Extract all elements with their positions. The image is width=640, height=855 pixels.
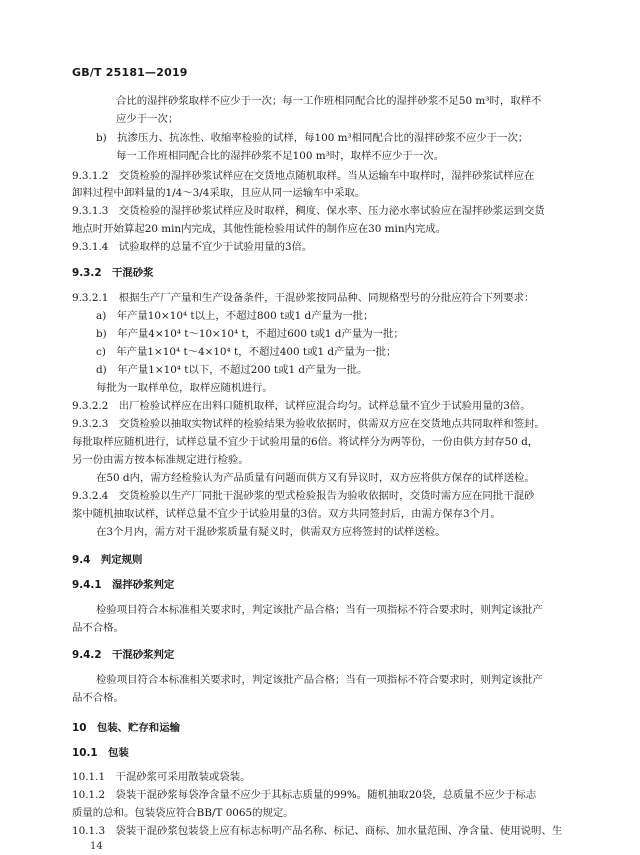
clause-9-3-1-3: 9.3.1.3 交货检验的湿拌砂浆试样应及时取样，稠度、保水率、压力泌水率试验应在湿拌砂浆运到交货 (72, 205, 545, 217)
list-item-c: c) 年产量1×10⁴ t～4×10⁴ t，不超过400 t或1 d产量为一批； (96, 346, 397, 358)
clause-10-1-1: 10.1.1 干混砂浆可采用散装或袋装。 (72, 771, 251, 783)
text-line: 应少于一次； (116, 113, 179, 125)
section-9-4-2-heading: 9.4.2 干混砂浆判定 (72, 649, 175, 661)
clause-9-3-1-4: 9.3.1.4 试验取样的总量不宜少于试验用量的3倍。 (72, 241, 313, 253)
clause-9-3-1-2: 9.3.1.2 交货检验的湿拌砂浆试样应在交货地点随机取样。当从运输车中取样时，湿拌砂浆试样应在 (72, 170, 535, 182)
text-line: 合比的湿拌砂浆取样不应少于一次；每一工作班相同配合比的湿拌砂浆不足50 m³时，取样不 (116, 95, 542, 107)
clause-10-1-2: 10.1.2 袋装干混砂浆每袋净含量不应少于其标志质量的99%。随机抽取20袋，总质量不应少于标志 (72, 789, 537, 801)
text-line: 另一份由需方按本标准规定进行检验。 (72, 454, 249, 466)
section-9-4-heading: 9.4 判定规则 (72, 554, 143, 566)
section-10-heading: 10 包装、贮存和运输 (72, 722, 180, 734)
text-line: 在50 d内，需方经检验认为产品质量有问题而供方又有异议时，双方应将供方保存的试样送检。 (96, 472, 535, 484)
text-line: 浆中随机抽取试样，试样总量不宜少于试验用量的3倍。双方共同签封后，由需方保存3个月。 (72, 508, 501, 520)
text-line: 在3个月内，需方对干混砂浆质量有疑义时，供需双方应将签封的试样送检。 (96, 526, 446, 538)
text-line: 每一工作班相同配合比的湿拌砂浆不足100 m³时，取样不应少于一次。 (116, 150, 445, 162)
list-item-b: b) 年产量4×10⁴ t～10×10⁴ t，不超过600 t或1 d产量为一批； (96, 328, 404, 340)
list-item-b: b) 抗渗压力、抗冻性、收缩率检验的试样，每100 m³相同配合比的湿拌砂浆不应少于一次； (96, 132, 529, 144)
text-line: 检验项目符合本标准相关要求时，判定该批产品合格；当有一项指标不符合要求时，则判定该批产 (96, 674, 543, 686)
text-line: 检验项目符合本标准相关要求时，判定该批产品合格；当有一项指标不符合要求时，则判定该批产 (96, 604, 543, 616)
text-line: 地点时开始算起20 min内完成，其他性能检验用试件的制作应在30 min内完成。 (72, 223, 447, 235)
clause-9-3-2-4: 9.3.2.4 交货检验以生产厂同批干混砂浆的型式检验报告为验收依据时，交货时需方应在同批干混砂 (72, 490, 535, 502)
text-line: 每批为一取样单位，取样应随机进行。 (96, 382, 273, 394)
text-line: 卸料过程中卸料量的1/4～3/4采取，且应从同一运输车中采取。 (72, 187, 366, 199)
list-item-d: d) 年产量1×10⁴ t以下，不超过200 t或1 d产量为一批。 (96, 364, 368, 376)
text-line: 每批取样应随机进行，试样总量不宜少于试验用量的6倍。将试样分为两等份，一份由供方封存50 d， (72, 436, 539, 448)
section-10-1-heading: 10.1 包装 (72, 747, 129, 759)
text-line: 品不合格。 (72, 692, 124, 704)
standard-code-header: GB/T 25181—2019 (72, 66, 188, 79)
section-9-3-2-heading: 9.3.2 干混砂浆 (72, 267, 154, 279)
clause-9-3-2-3: 9.3.2.3 交货检验以抽取实物试样的检验结果为验收依据时，供需双方应在交货地点共同取样和签封。 (72, 418, 545, 430)
page-number: 14 (90, 841, 103, 852)
clause-9-3-2-2: 9.3.2.2 出厂检验试样应在出料口随机取样，试样应混合均匀。试样总量不宜少于试验用量的3倍。 (72, 400, 531, 412)
clause-9-3-2-1: 9.3.2.1 根据生产厂产量和生产设备条件，干混砂浆按同品种、同规格型号的分批应符合下列要求： (72, 292, 535, 304)
list-item-a: a) 年产量10×10⁴ t以上，不超过800 t或1 d产量为一批； (96, 310, 374, 322)
text-line: 品不合格。 (72, 622, 124, 634)
text-line: 质量的总和。包装袋应符合BB/T 0065的规定。 (72, 807, 294, 819)
section-9-4-1-heading: 9.4.1 湿拌砂浆判定 (72, 579, 175, 591)
clause-10-1-3: 10.1.3 袋装干混砂浆包装袋上应有标志标明产品名称、标记、商标、加水量范围、净含量、使用说明、生 (72, 825, 563, 837)
